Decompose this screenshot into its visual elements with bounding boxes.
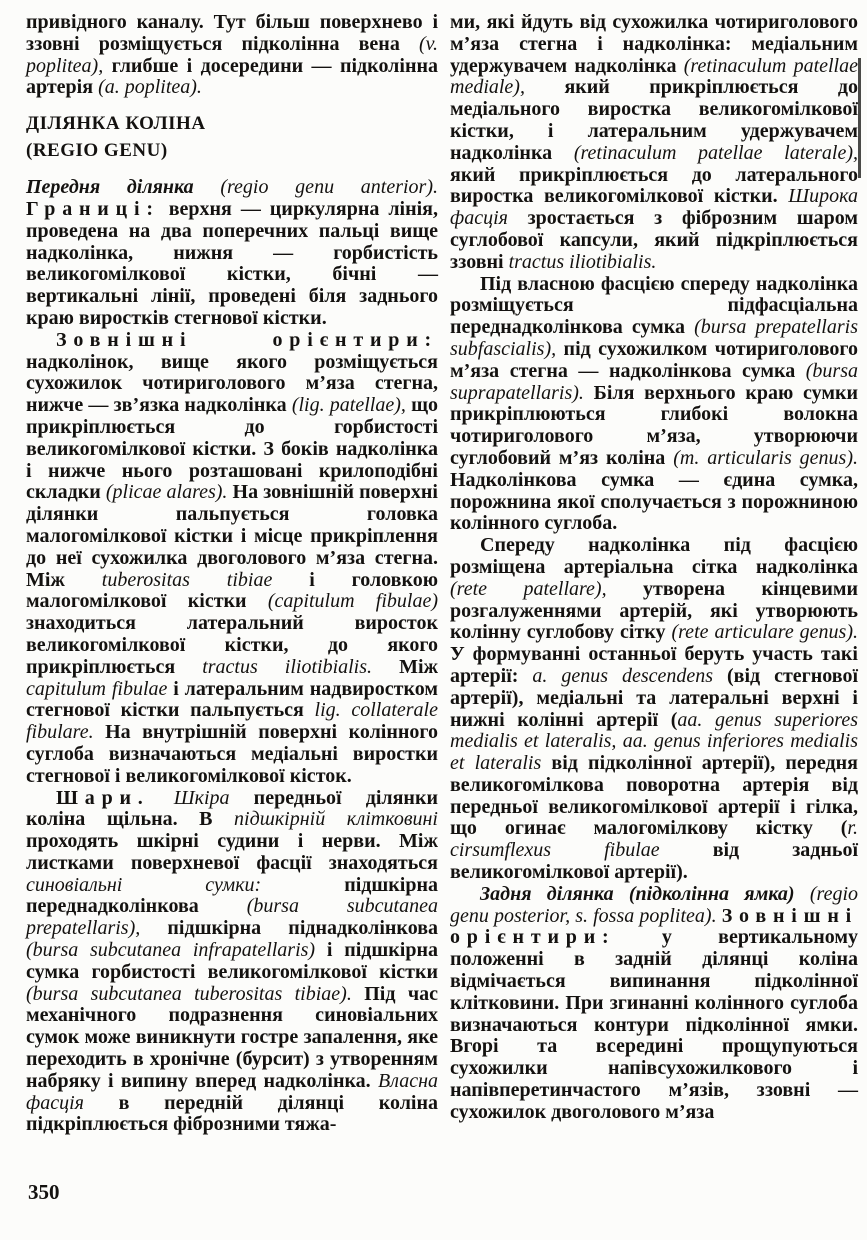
scan-edge-artifact [858,58,861,178]
section-heading-title: ДІЛЯНКА КОЛІНА [26,113,206,135]
paragraph-layers: Шари. Шкіра передньої ділянки коліна щільна. В підшкірній клітковині проходять шкірні судини і нерви. Між листками поверхневої фасції знаходяться синовіальні сумки: підшкірна переднадколінкова (bursa subcutanea prepatellaris), підшкірна піднадколінкова (bursa subcutanea infrapatellaris) і підшкірна сумка горбистості великогомілкової кістки (bursa subcutanea tuberositas tibiae). Під час механічного подразнення синовіальних сумок може виникнути гостре запалення, яке переходить в хронічне (бурсит) з утворенням набряку і випину вперед надколінка. Власна фасція в передній ділянці коліна підкріплюється фіброзними тяжа- [26,786,438,1136]
paragraph-arterial-network: Спереду надколінка під фасцією розміщена артеріальна сітка надколінка (rete patellare), утворена кінцевими розгалуженнями артерій, які утворюють колінну суглобову сітку (rete articulare genus). У формуванні останньої беруть участь такі артерії: a. genus descendens (від стегнової артерії), медіальні та латеральні верхні і нижні колінні артерії (aa. genus superiores medialis et lateralis, aa. genus inferiores medialis et lateralis від підколінної артерії), передня великогомілкова поворотна артерія від передньої великогомілкової артерії і гілка, що огинає малогомілкову кістку (r. cirsumflexus fibulae від задньої великогомілкової артерії). [450,534,859,884]
section-heading [26,110,438,164]
section-heading-latin: (REGIO GENU) [26,140,168,162]
paragraph-posterior-region: Задня ділянка (підколінна ямка) (regio genu posterior, s. fossa poplitea). Зовнішні орієнтири: у вертикальному положенні в задній ділянці коліна відмічається випинання підколінної клітковини. При згинанні колінного суглоба визначаються контури підколінної ямки. Вгорі та всередині прощупуються сухожилки напівсухожилкового і напівперетинчастого м’язів, ззовні — сухожилок двоголового м’яза [450,882,859,1123]
paragraph-bursae: Під власною фасцією спереду надколінка розміщується підфасціальна переднадколінкова сумка (bursa prepatellaris subfascialis), під сухожилком чотириголового м’яза стегна — надколінкова сумка (bursa suprapatellaris). Біля верхнього краю сумки прикріплюються глибокі волокна чотириголового м’яза, утворюючи суглобовий м’яз коліна (m. articularis genus). Надколінкова сумка — єдина сумка, порожнина якої сполучається з порожниною колінного суглоба. [450,272,858,535]
paragraph-retinacula: ми, які йдуть від сухожилка чотириголового м’яза стегна і надколінка: медіальним удержувачем надколінка (retinaculum patellae mediale), який прикріплюється до медіального виростка великогомілкової кістки, і латеральним удержувачем надколінка (retinaculum patellae laterale), який прикріплюється до латерального виростка великогомілкової кістки. Широка фасція зростається з фіброзним шаром суглобової капсули, який підкріплюється ззовні tractus iliotibialis. [450,11,858,273]
paragraph-anterior-region-borders: Передня ділянка (regio genu anterior). Границі: верхня — циркулярна лінія, проведена на два поперечних пальці вище надколінка, нижня — горбистість великогомілкової кістки, бічні — вертикальні лінії, проведені біля заднього краю виростків стегнової кістки. [26,176,438,329]
page-number: 350 [28,1180,60,1204]
left-column [26,12,438,1136]
paragraph-external-landmarks: Зовнішні орієнтири: надколінок, вище якого розміщується сухожилок чотириголового м’яза стегна, нижче — зв’язка надколінка (lig. patellae), що прикріплюється до горбистості великогомілкової кістки. З боків надколінка і нижче нього розташовані крилоподібні складки (plicae alares). На зовнішній поверхні ділянки пальпується головка малогомілкової кістки і місце прикріплення до неї сухожилка двоголового м’яза стегна. Між tuberositas tibiae і головкою малогомілкової кістки (capitulum fibulae) знаходиться латеральний виросток великогомілкової кістки, до якого прикріплюється tractus iliotibialis. Між capitulum fibulae і латеральним надвиростком стегнової кістки пальпується lig. collaterale fibulare. На внутрішній поверхні колінного суглоба визначаються медіальні виростки стегнової і великогомілкової кісток. [26,328,439,787]
right-column [450,12,858,1124]
paragraph-popliteal-vessels: привідного каналу. Тут більш поверхнево і ззовні розміщується підколінна вена (v. poplitea), глибше і досередини — підколінна артерія (a. poplitea). [26,11,438,99]
